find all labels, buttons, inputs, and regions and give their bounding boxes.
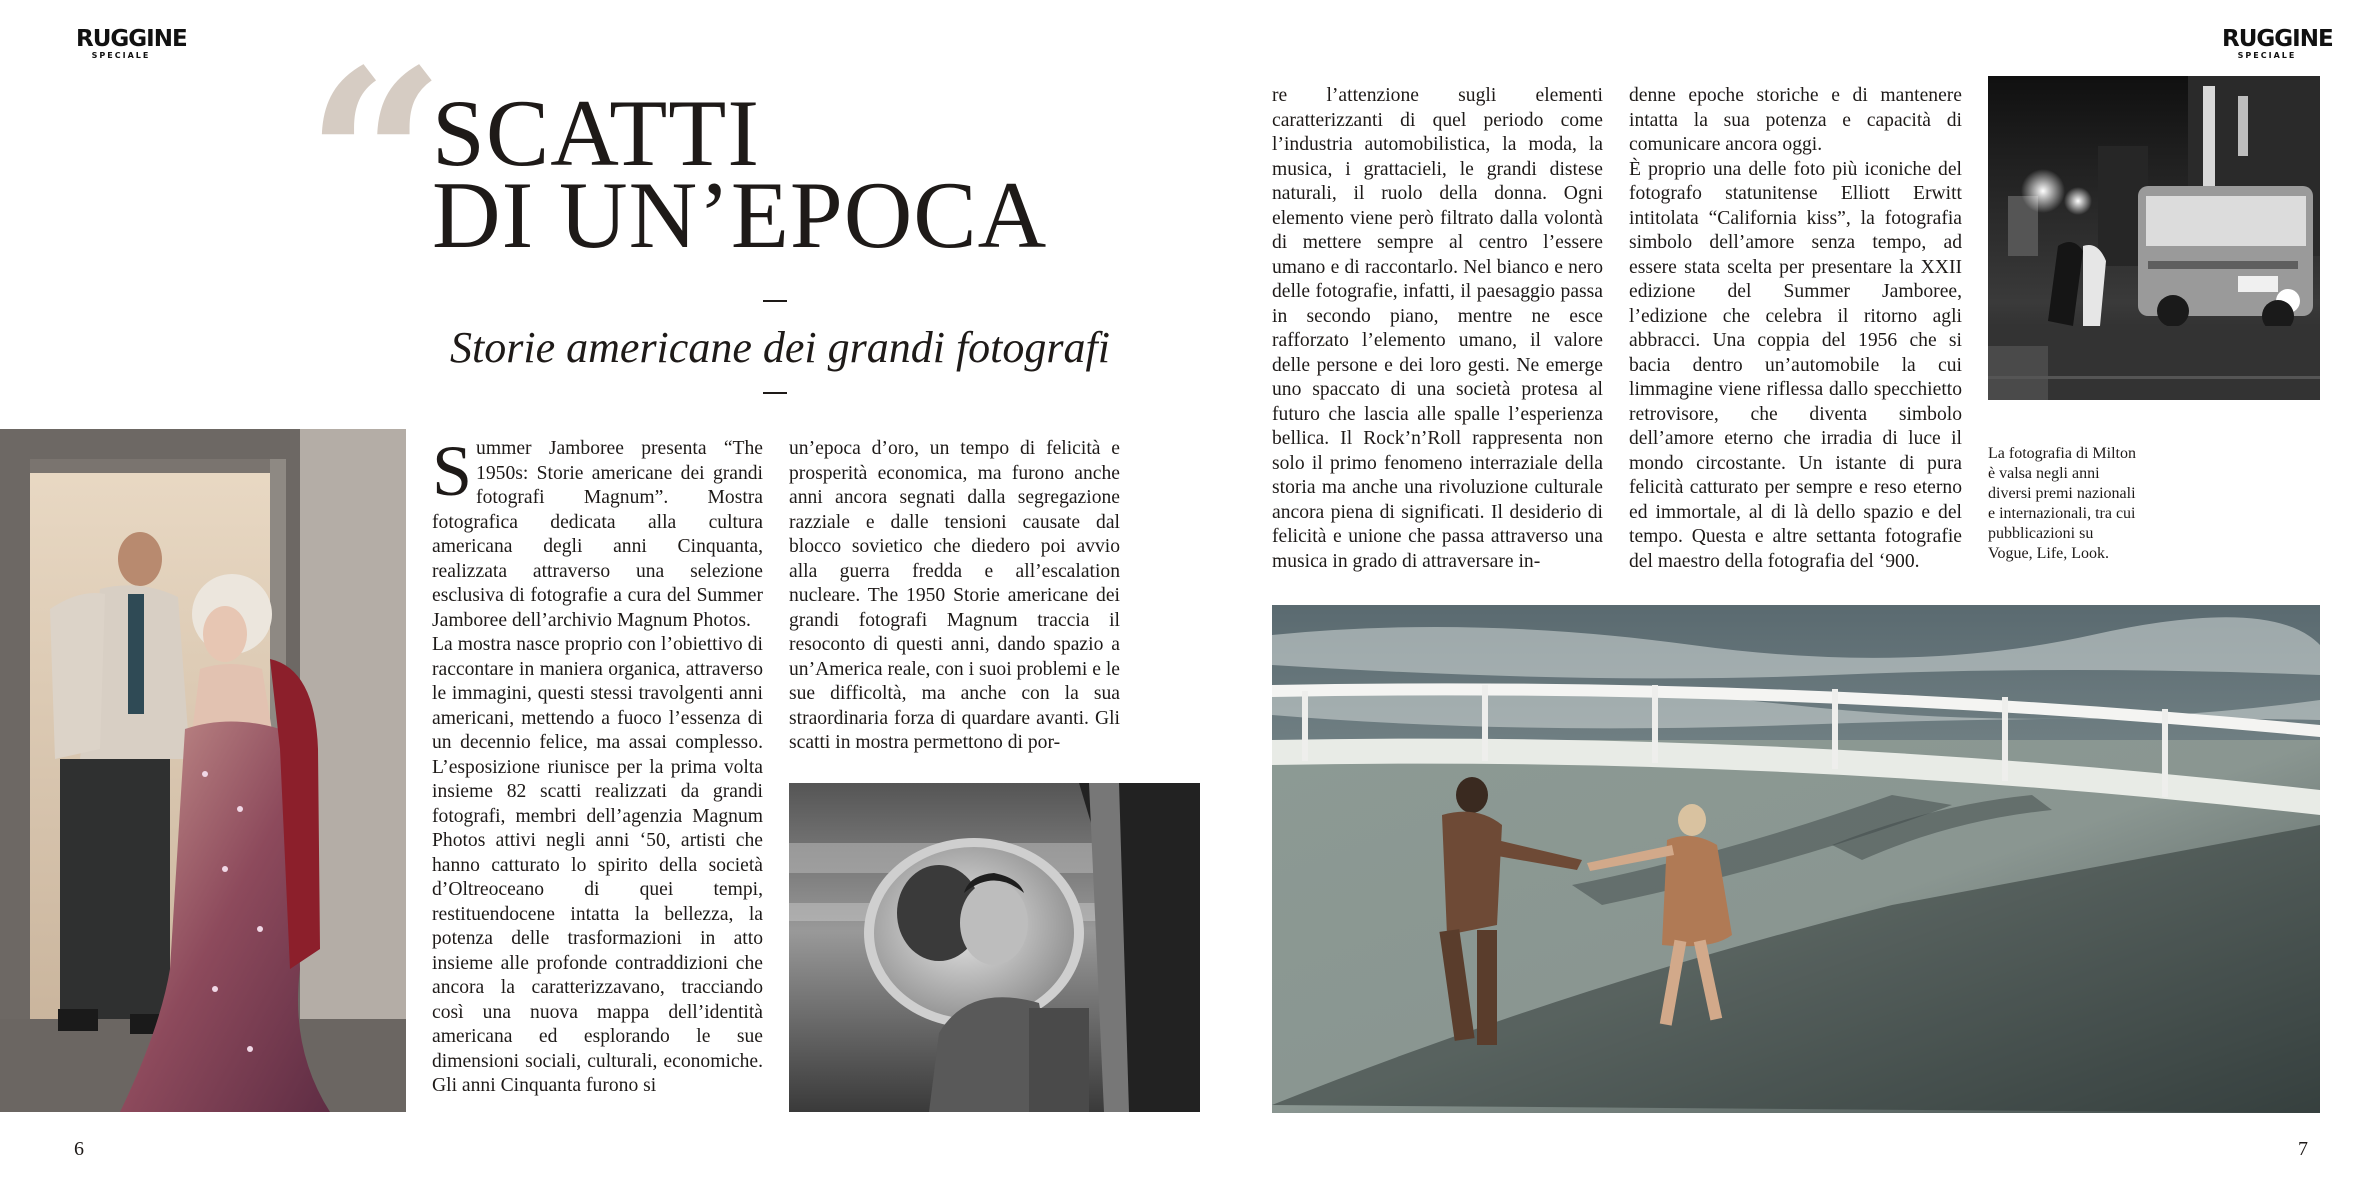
photo-night-street-bus (1988, 76, 2320, 400)
article-col4-paragraph-1: denne epoche storiche e di mantenere intatta la sua potenza e capacità di comunicare ancora oggi. (1629, 85, 1962, 155)
article-column-1 (432, 431, 763, 1099)
brand-logo-sub: SPECIALE (2237, 51, 2297, 60)
article-column-3 (1272, 84, 1603, 574)
photo-ship-deck-dancers (1272, 605, 2320, 1113)
headline-line-1: SCATTI (432, 80, 760, 186)
photo-car-mirror-kiss (789, 783, 1200, 1112)
subtitle: Storie americane dei grandi fotografi (450, 323, 1110, 372)
brand-logo-name: RUGGINE (2222, 26, 2333, 52)
photo-elevator-couple (0, 429, 406, 1112)
article-dropcap: S (432, 431, 473, 511)
divider (763, 300, 787, 302)
article-col1-paragraph-2: La mostra nasce proprio con l’obiettivo di raccontare in maniera organica, attraverso le immagini, questi stessi travolgenti anni americani, mettendo a fuoco l’essenza di un decennio felice, ma assai complesso. L’esposizione riunisce per la prima volta insieme 82 scatti realizzati da grandi fotografi, membri dell’agenzia Magnum Photos attivi negli anni ‘50, artisti che hanno catturato lo spirito della società d’Oltreoceano di quei tempi, restituendocene intatta la bellezza, la potenza delle trasformazioni in atto insieme alle profonde contraddizioni che ancora la caratterizzavano, tracciando così una nuova mappa dell’identità americana ed esplorando le sue dimensioni sociali, culturali, economiche. Gli anni Cinquanta furono si (432, 634, 763, 1096)
page-number-right: 7 (2298, 1138, 2308, 1160)
brand-logo-name: RUGGINE (76, 26, 187, 52)
article-column-4 (1629, 84, 1962, 574)
article-col3-text: re l’attenzione sugli elementi caratterizzanti di quel periodo come l’industria automobilistica, la moda, la musica, i grattacieli, le grandi distese naturali, il ruolo della donna. Ogni elemento viene però filtrato dalla volontà di mettere sempre al centro l’essere umano e di raccontarlo. Nel bianco e nero delle fotografie, infatti, il paesaggio passa in secondo piano, mentre ne esce rafforzato l’elemento umano, il valore delle persone e dei loro gesti. Ne emerge uno spaccato di una società protesa al futuro che lascia alle spalle l’esperienza bellica. Il Rock’n’Roll rappresenta non solo il primo fenomeno interraziale della storia ma anche una rivoluzione culturale ancora piena di significati. Il desiderio di felicità e unione che passa attraverso una musica in grado di attraversare in- (1272, 85, 1603, 572)
article-column-2 (789, 437, 1120, 756)
page-number-left: 6 (74, 1138, 84, 1160)
headline (432, 80, 1048, 268)
divider (763, 392, 787, 394)
headline-line-2: DI UN’EPOCA (432, 162, 1048, 268)
brand-logo-sub: SPECIALE (91, 51, 151, 60)
article-col2-text: un’epoca d’oro, un tempo di felicità e prosperità economica, ma furono anche anni ancora segnati dalla segregazione razziale e dalle tensioni causate dal blocco sovietico che diedero poi avvio alla guerra fredda e all’escalation nucleare. The 1950 Storie americane dei grandi fotografi Magnum traccia il resoconto di questi anni, dando spazio a un’America reale, con i suoi problemi e le sue difficoltà, ma anche con la sua straordinaria forza di quardare avanti. Gli scatti in mostra permettono di por- (789, 438, 1120, 753)
quote-mark-icon: “ (305, 16, 446, 304)
article-col1-lead: ummer Jamboree presenta “The 1950s: Storie americane dei grandi fotografi Magnum”. Mostra fotografica dedicata alla cultura americana degli anni Cinquanta, realizzata attraverso una selezione esclusiva di fotografie a cura del Summer Jamboree dell’archivio Magnum Photos. (432, 438, 763, 631)
photo-caption: La fotografia di Milton è valsa negli anni diversi premi nazionali e internazionali, tra cui pubblicazioni su Vogue, Life, Look. (1988, 445, 2136, 562)
brand-logo-right (2222, 26, 2333, 60)
brand-logo-left (76, 26, 187, 60)
article-col4-paragraph-2: È proprio una delle foto più iconiche del fotografo statunitense Elliott Erwitt intitolata “California kiss”, la fotografia simbolo dell’amore senza tempo, ad essere stata scelta per presentare la XXII edizione del Summer Jamboree, l’edizione che celebra il ritorno agli abbracci. Una coppia del 1956 che si bacia dentro un’automobile la cui limmagine viene riflessa dallo specchietto retrovisore, che diventa simbolo dell’amore eterno che irradia di luce il mondo circostante. Un istante di pura felicità catturato per sempre e reso eterno ed immortale, al di là dello spazio e del tempo. Questa e altre settanta fotografie del maestro della fotografia del ‘900. (1629, 158, 1962, 572)
